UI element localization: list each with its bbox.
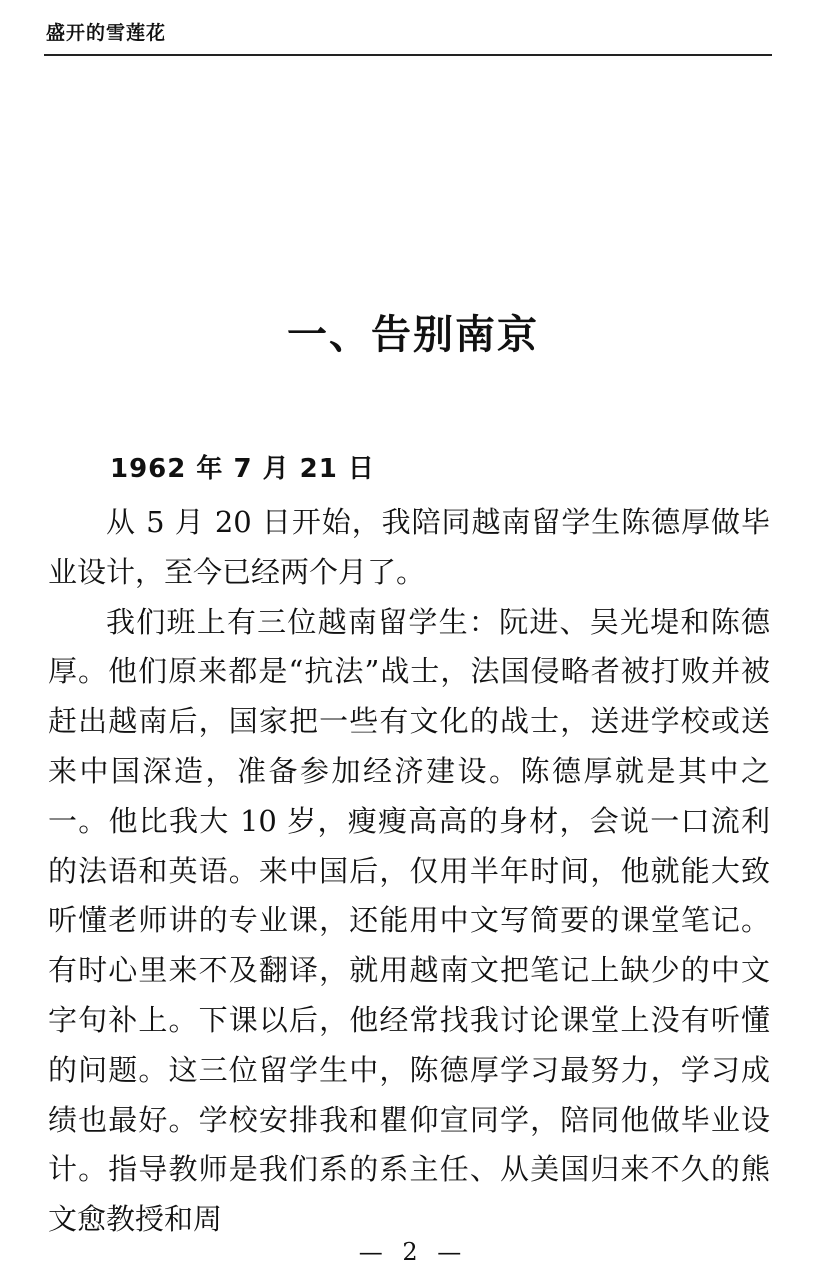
body-text: [48, 498, 770, 1245]
header-rule: [44, 54, 772, 56]
chapter-title: 一、告别南京: [287, 311, 539, 358]
paragraph: 从 5 月 20 日开始，我陪同越南留学生陈德厚做毕业设计，至今已经两个月了。: [48, 505, 770, 589]
running-header-title: 盛开的雪莲花: [46, 22, 167, 44]
entry-date: 1962 年 7 月 21 日: [110, 454, 375, 484]
paragraph: 我们班上有三位越南留学生：阮进、吴光堤和陈德厚。他们原来都是“抗法”战士，法国侵略者被打败并被赶出越南后，国家把一些有文化的战士，送进学校或送来中国深造，准备参加经济建设。陈德厚就是其中之一。他比我大 10 岁，瘦瘦高高的身材，会说一口流利的法语和英语。来中国后，仅用半年时间，他就能大致听懂老师讲的专业课，还能用中文写简要的课堂笔记。有时心里来不及翻译，就用越南文把笔记上缺少的中文字句补上。下课以后，他经常找我讨论课堂上没有听懂的问题。这三位留学生中，陈德厚学习最努力，学习成绩也最好。学校安排我和瞿仰宣同学，陪同他做毕业设计。指导教师是我们系的系主任、从美国归来不久的熊文愈教授和周: [48, 604, 770, 1237]
page-number: — 2 —: [358, 1238, 468, 1266]
